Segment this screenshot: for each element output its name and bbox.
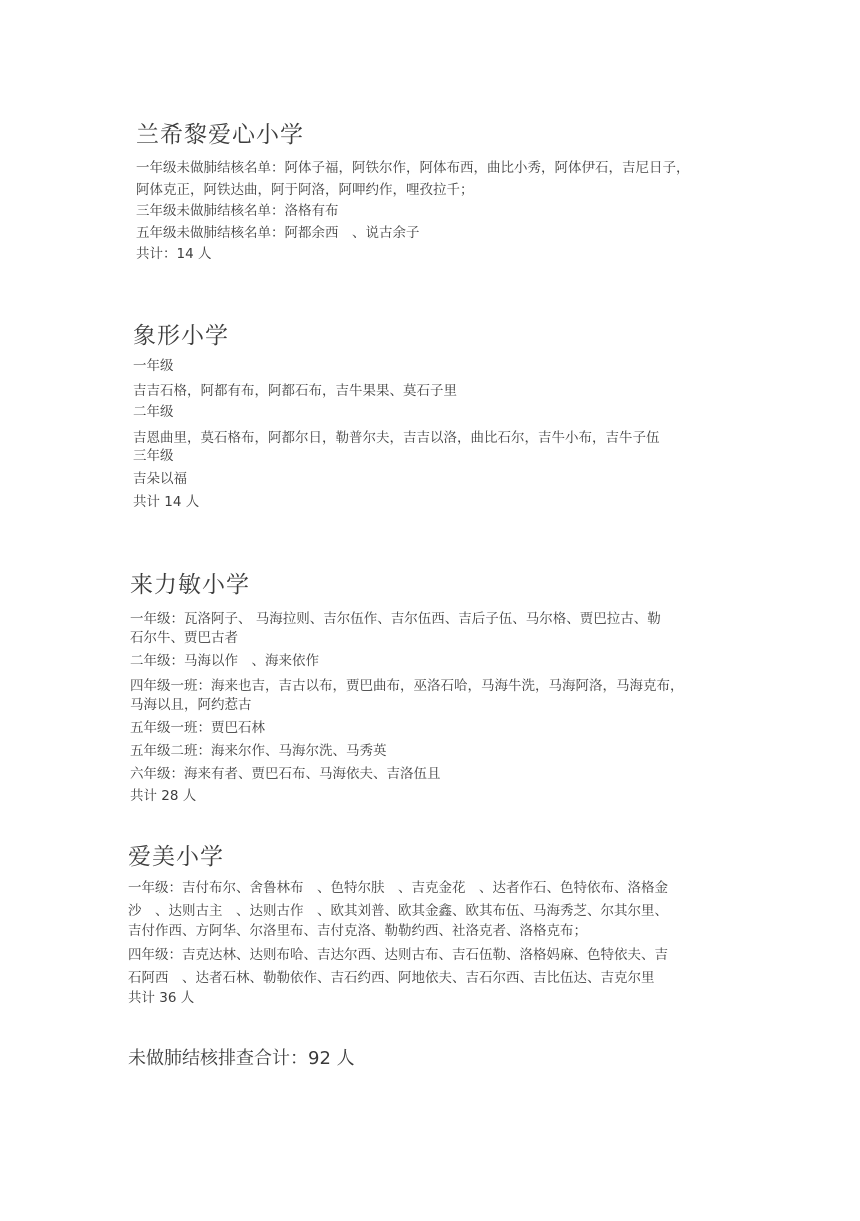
text-line: 一年级未做肺结核名单：阿体子福，阿铁尔作，阿体布西，曲比小秀，阿体伊石，吉尼日子， (136, 160, 690, 176)
text-line: 马海以且，阿约惹古 (130, 697, 252, 713)
school-total: 共计 14 人 (133, 494, 200, 510)
school-title: 兰希黎爱心小学 (136, 122, 304, 148)
school-title: 象形小学 (133, 323, 229, 349)
text-line: 二年级 (133, 404, 174, 420)
text-line: 五年级一班：贾巴石林 (130, 720, 265, 736)
school-title: 爱美小学 (128, 844, 224, 870)
text-line: 吉吉石格，阿都有布，阿都石布，吉牛果果、莫石子里 (133, 383, 457, 399)
text-line: 石阿西 、达者石林、勒勒依作、吉石约西、阿地依夫、吉石尔西、吉比伍达、吉克尔里 (128, 970, 655, 986)
text-line: 六年级：海来有者、贾巴石布、马海依夫、吉洛伍且 (130, 766, 441, 782)
text-line: 吉付作西、方阿华、尔洛里布、吉付克洛、勒勒约西、社洛克者、洛格克布； (128, 923, 587, 939)
text-line: 五年级未做肺结核名单：阿都余西 、说古余子 (136, 225, 420, 241)
text-line: 一年级 (133, 358, 174, 374)
school-total: 共计 36 人 (128, 990, 195, 1006)
text-line: 吉恩曲里，莫石格布，阿都尔日，勒普尔夫，吉吉以洛，曲比石尔，吉牛小布，吉牛子伍 (133, 430, 660, 446)
text-line: 三年级 (133, 448, 174, 464)
text-line: 二年级：马海以作 、海来依作 (130, 653, 319, 669)
text-line: 沙 、达则古主 、达则古作 、欧其刘普、欧其金鑫、欧其布伍、马海秀芝、尔其尔里、 (128, 903, 668, 919)
school-total: 共计 28 人 (130, 788, 197, 804)
text-line: 一年级：吉付布尔、舍鲁林布 、色特尔肤 、吉克金花 、达者作石、色特依布、洛格金 (128, 880, 668, 896)
text-line: 四年级一班：海来也吉，吉古以布，贾巴曲布，巫洛石哈，马海牛洗，马海阿洛，马海克布， (130, 678, 684, 694)
text-line: 五年级二班：海来尔作、马海尔洗、马秀英 (130, 743, 387, 759)
text-line: 三年级未做肺结核名单：洛格有布 (136, 203, 339, 219)
text-line: 石尔牛、贾巴古者 (130, 630, 238, 646)
text-line: 四年级：吉克达林、达则布哈、吉达尔西、达则古布、吉石伍勒、洛格妈麻、色特依夫、吉 (128, 947, 668, 963)
grand-total: 未做肺结核排查合计：92 人 (128, 1048, 355, 1069)
school-total: 共计：14 人 (136, 246, 212, 262)
school-title: 来力敏小学 (130, 572, 250, 598)
text-line: 阿体克正，阿铁达曲，阿于阿洛，阿呷约作，哩孜拉千； (136, 182, 474, 198)
text-line: 吉朵以福 (133, 471, 187, 487)
text-line: 一年级：瓦洛阿子、 马海拉则、吉尔伍作、吉尔伍西、吉后子伍、马尔格、贾巴拉古、勒 (130, 611, 661, 627)
